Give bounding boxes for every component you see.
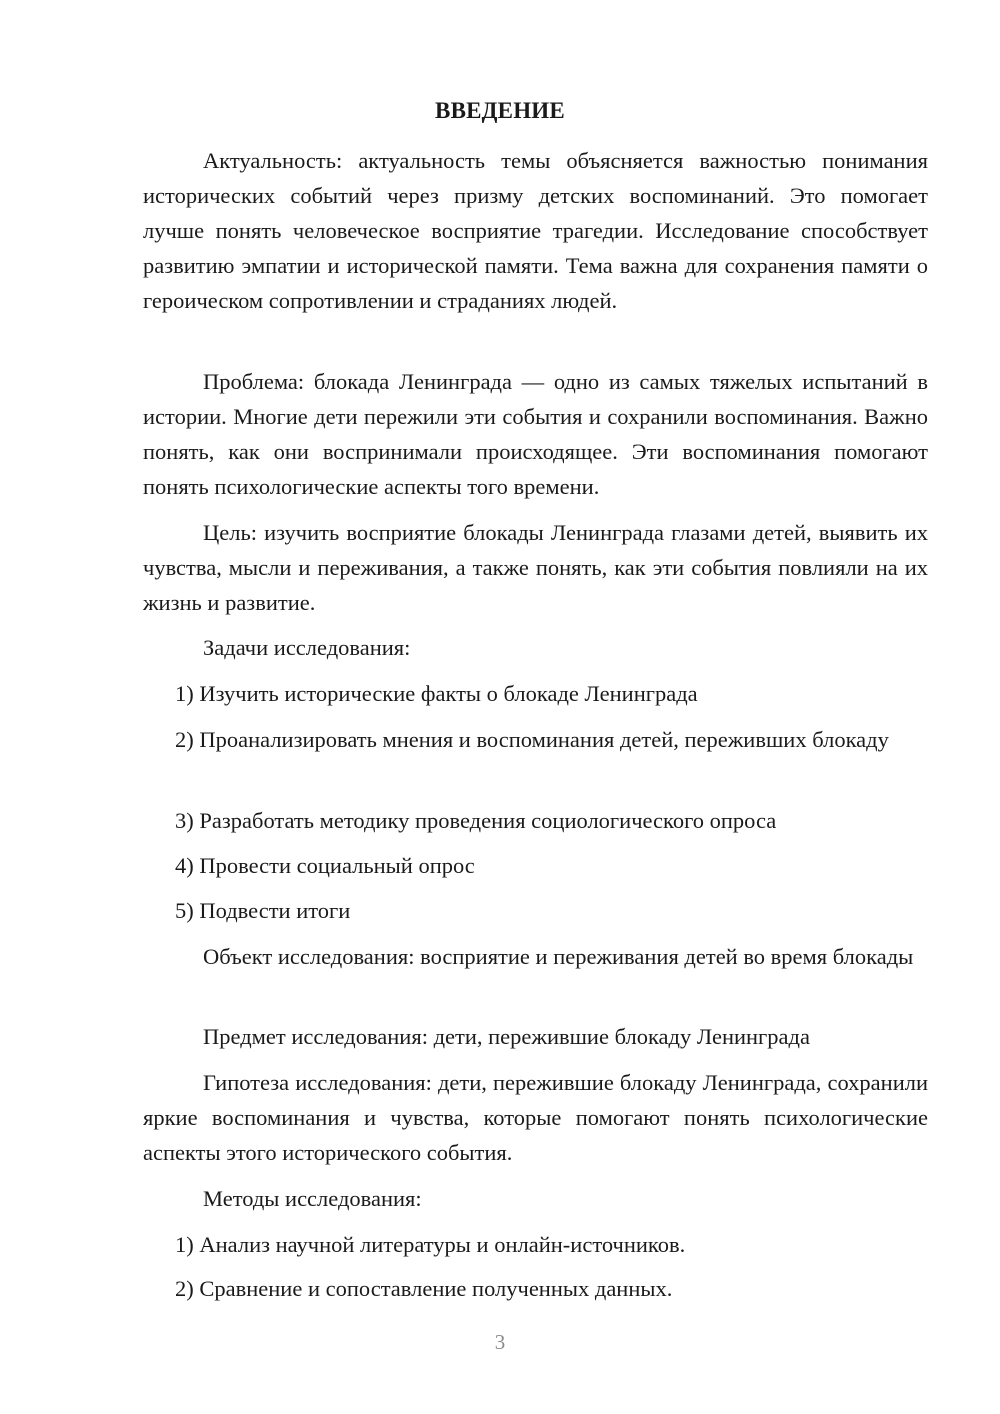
list-item-task-2: 2) Проанализировать мнения и воспоминания детей, переживших блокаду	[175, 727, 889, 752]
list-item-method-1: 1) Анализ научной литературы и онлайн-источников.	[175, 1232, 686, 1257]
paragraph-relevance: Актуальность: актуальность темы объясняется важностью понимания исторических событий через призму детских воспоминаний. Это помогает лучше понять человеческое восприятие трагедии. Исследование способствует развитию эмпатии и исторической памяти. Тема важна для сохранения памяти о героическом сопротивлении и страданиях людей.	[143, 148, 928, 313]
list-item-method-2: 2) Сравнение и сопоставление полученных данных.	[175, 1276, 673, 1301]
list-item-task-3: 3) Разработать методику проведения социологического опроса	[175, 808, 777, 833]
paragraph-goal: Цель: изучить восприятие блокады Ленинграда глазами детей, выявить их чувства, мысли и переживания, а также понять, как эти события повлияли на их жизнь и развитие.	[143, 520, 928, 615]
list-item-task-4: 4) Провести социальный опрос	[175, 853, 475, 878]
list-item-task-1: 1) Изучить исторические факты о блокаде Ленинграда	[175, 681, 698, 706]
paragraph-object: Объект исследования: восприятие и переживания детей во время блокады	[203, 944, 914, 969]
page-title: ВВЕДЕНИЕ	[435, 98, 565, 123]
paragraph-problem: Проблема: блокада Ленинграда — одно из самых тяжелых испытаний в истории. Многие дети пережили эти события и сохранили воспоминания. Важно понять, как они воспринимали происходящее. Эти воспоминания помогают понять психологические аспекты того времени.	[143, 369, 928, 499]
paragraph-hypothesis: Гипотеза исследования: дети, пережившие блокаду Ленинграда, сохранили яркие воспоминания и чувства, которые помогают понять психологические аспекты этого исторического события.	[143, 1070, 928, 1165]
paragraph-subject: Предмет исследования: дети, пережившие блокаду Ленинграда	[203, 1024, 810, 1049]
page-number: 3	[494, 1330, 506, 1354]
paragraph-tasks-heading: Задачи исследования:	[203, 635, 411, 660]
list-item-task-5: 5) Подвести итоги	[175, 898, 351, 923]
paragraph-methods-heading: Методы исследования:	[203, 1186, 422, 1211]
